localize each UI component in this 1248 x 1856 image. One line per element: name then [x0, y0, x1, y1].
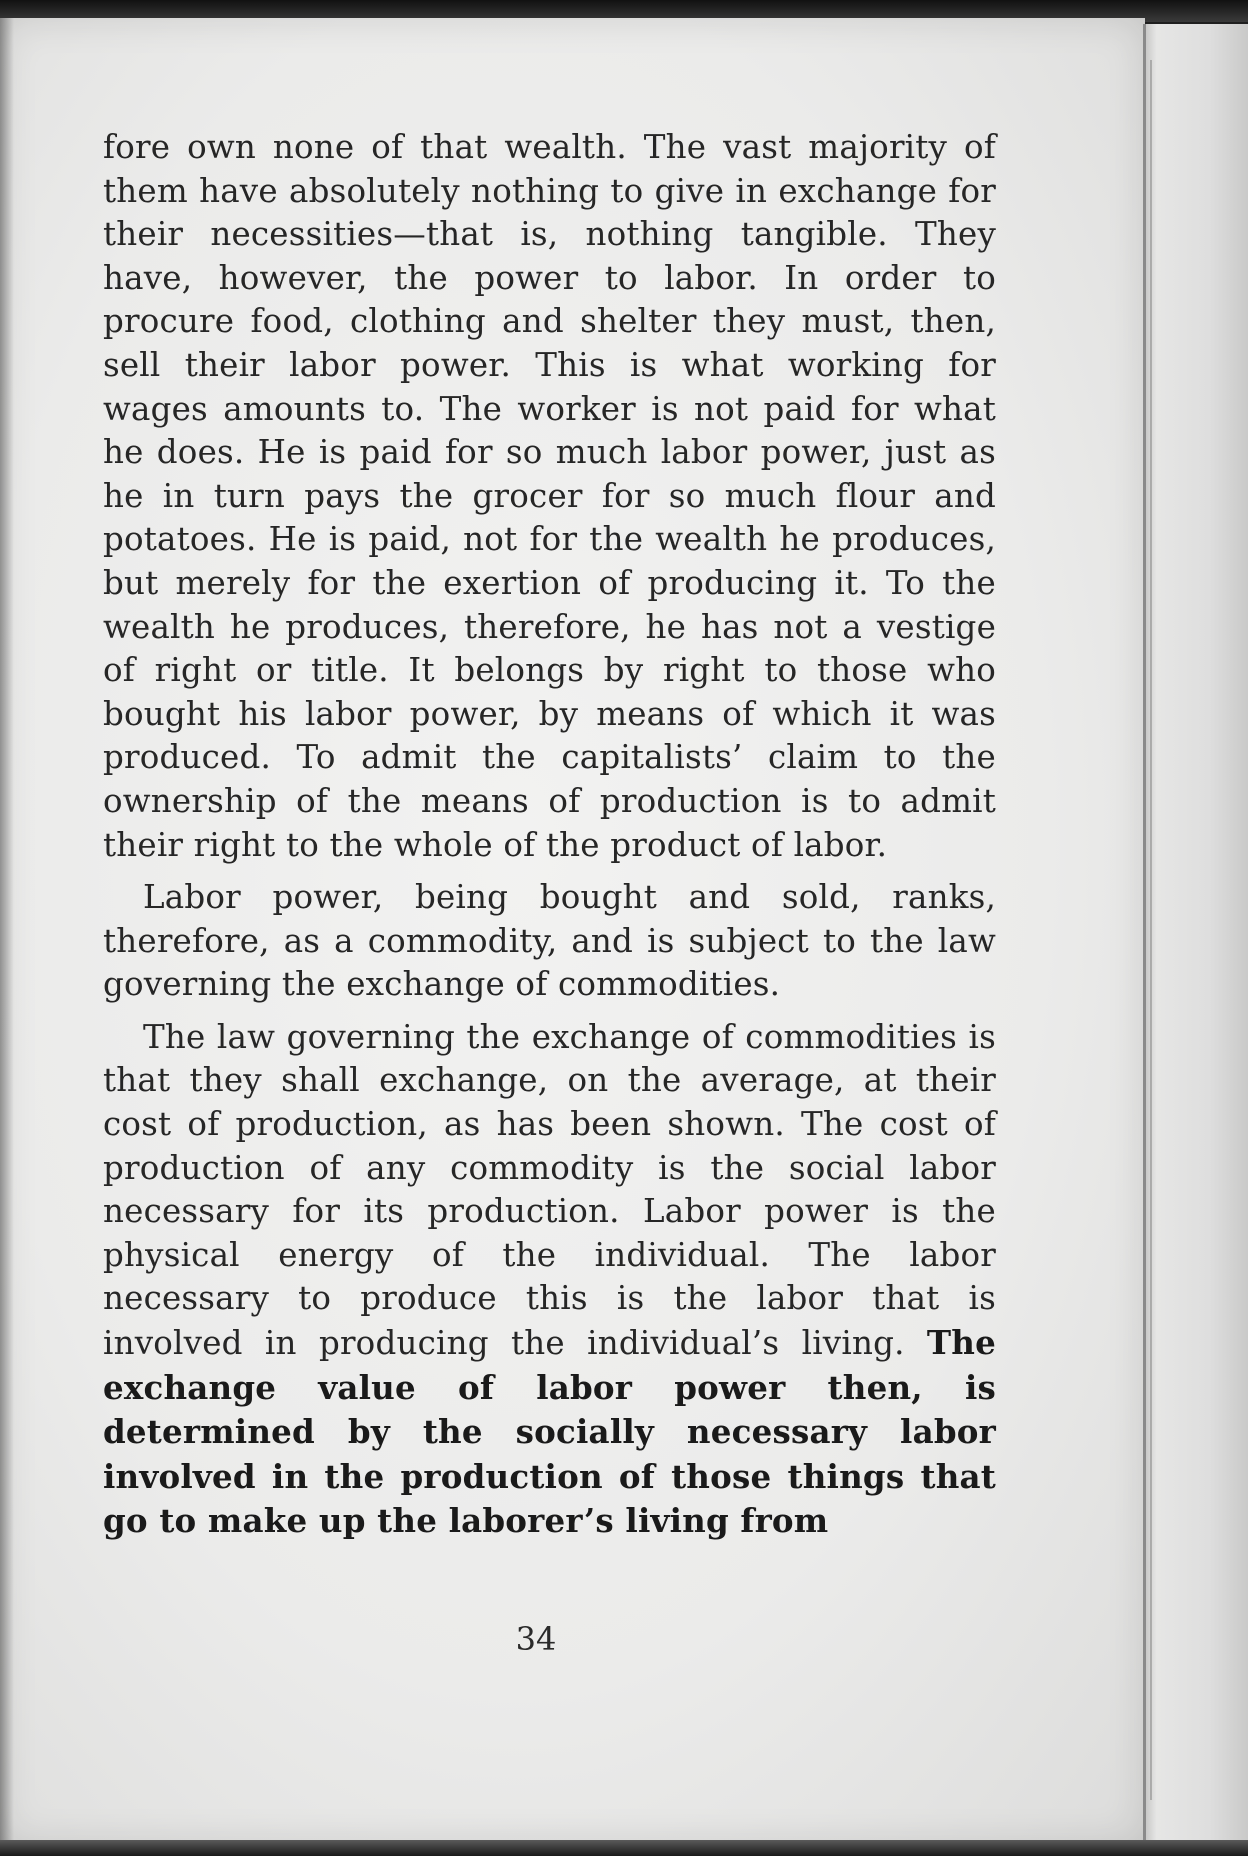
body-text	[103, 126, 996, 1544]
scan-bottom-edge	[0, 1840, 1248, 1856]
page-left-shadow	[0, 18, 14, 1844]
page-number: 34	[515, 1620, 557, 1658]
paragraph-3	[103, 1016, 996, 1544]
adjacent-page-fold-line	[1150, 60, 1152, 1800]
paragraph-3-bold-text: The exchange value of labor power then, is determined by the socially necessary labor involved in the production of those things that go to make up the laborer’s living from	[103, 1323, 996, 1541]
paragraph-3-text: The law governing the exchange of commodities is that they shall exchange, on the average, at their cost of production, as has been shown. The cost of production of any commodity is the social labor necessary for its production. Labor power is the physical energy of the individual. The labor necessary to produce this is the labor that is involved in producing the individual’s living.	[103, 1017, 996, 1363]
adjacent-page-edge	[1143, 24, 1248, 1842]
paragraph-2: Labor power, being bought and sold, ranks, therefore, as a commodity, and is subject to the law governing the exchange of commodities.	[103, 878, 996, 1004]
paragraph-1: fore own none of that wealth. The vast majority of them have absolutely nothing to give in exchange for their necessities—that is, nothing tangible. They have, however, the power to labor. In order to procure food, clothing and shelter they must, then, sell their labor power. This is what working for wages amounts to. The worker is not paid for what he does. He is paid for so much labor power, just as he in turn pays the grocer for so much flour and potatoes. He is paid, not for the wealth he produces, but merely for the exertion of producing it. To the wealth he produces, therefore, he has not a vestige of right or title. It belongs by right to those who bought his labor power, by means of which it was produced. To admit the capitalists’ claim to the ownership of the means of production is to admit their right to the whole of the product of labor.	[103, 128, 996, 864]
